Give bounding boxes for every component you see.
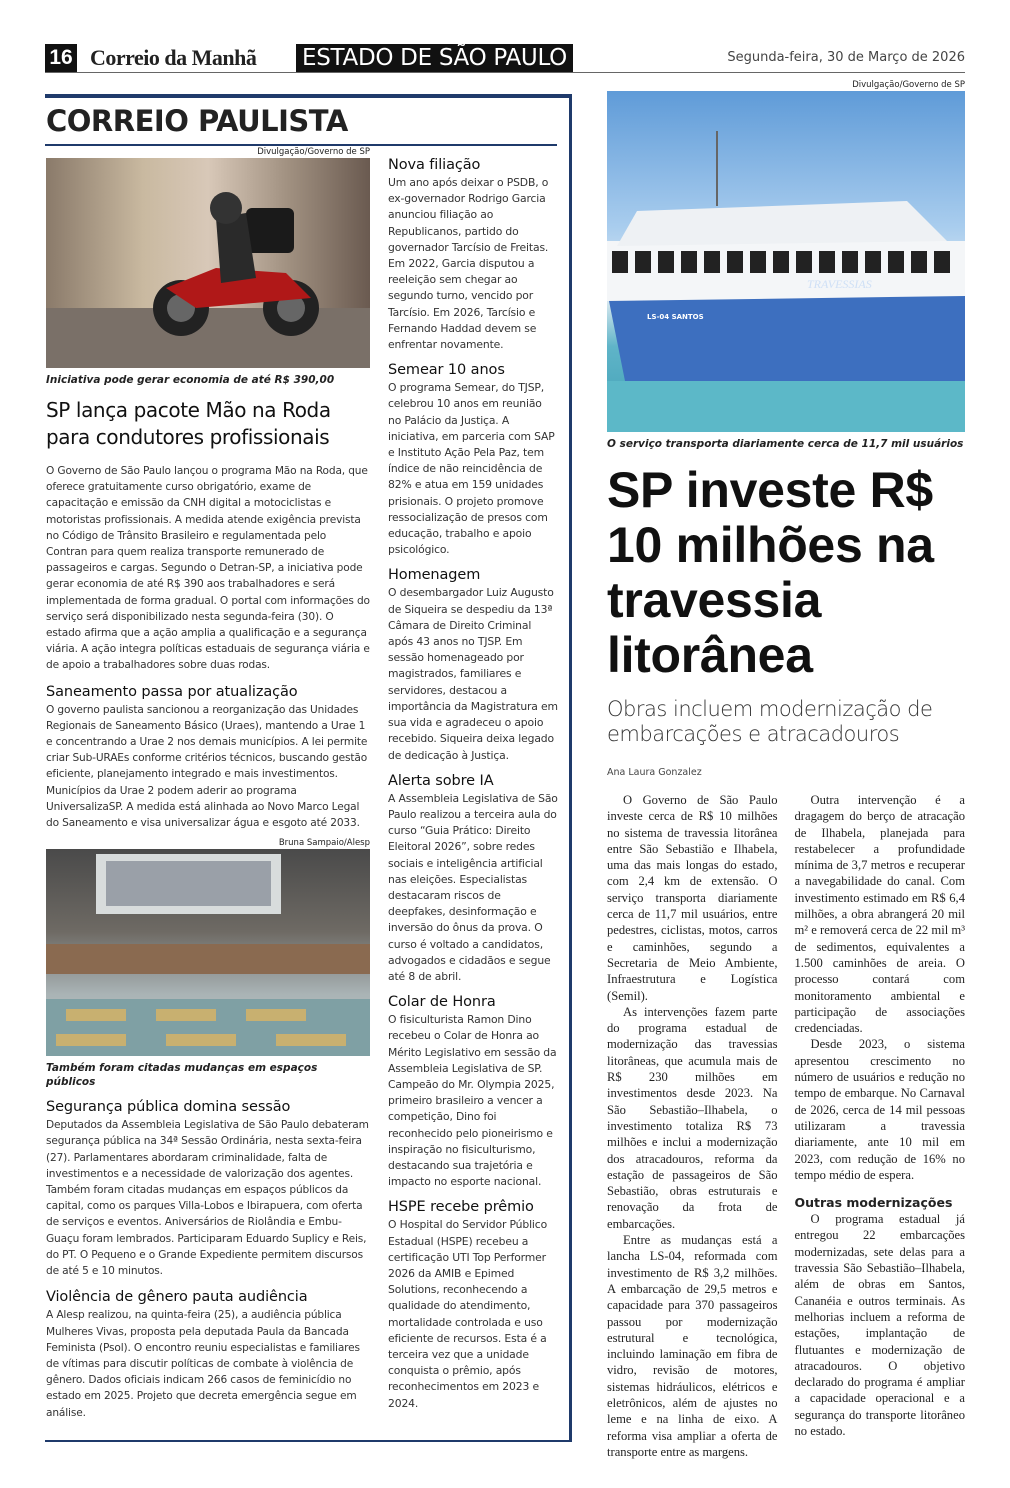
assembly-photo xyxy=(46,849,370,1056)
page-number: 16 xyxy=(45,44,77,72)
note-body: O desembargador Luiz Augusto de Siqueira se despediu da 13ª Câmara de Direito Criminal após 43 anos no TJSP. Em sessão homenageado por magistrados, familiares e servidores, destacou a importância da Magistratura em sua vida e agradeceu o apoio recebido. Siqueira deixa legado de dedicação à Justiça. xyxy=(388,586,558,762)
article-paragraph: O Governo de São Paulo investe cerca de R$ 10 milhões no sistema de travessia litorânea entre São Sebastião e Ilhabela, uma das mais longas do estado, com 2,4 km de extensão. O serviço transporta diariamente cerca de 11,7 mil usuários, entre pedestres, ciclistas, motos, carros e caminhões, segundo a Secretaria de Meio Ambiente, Infraestrutura e Logística (Semil). xyxy=(607,793,778,1003)
photo-credit: Divulgação/Governo de SP xyxy=(852,80,965,90)
boat-id: LS-04 SANTOS xyxy=(647,313,704,321)
main-subtitle: Obras incluem modernização de embarcações e atracadouros xyxy=(607,697,933,746)
seguranca-body: Deputados da Assembleia Legislativa de São Paulo debateram segurança pública na 34ª Sessão Ordinária, nesta sexta-feira (27). Parlamentares abordaram criminalidade, falta de investimentos e a necessidade de valorização dos agentes. Também foram citadas mudanças em espaços públicos da capital, como os parques Villa-Lobos e Ibirapuera, com oferta de serviços e eventos. Aniversários de Riolândia e Embu-Guaçu foram lembrados. Participaram Eduardo Suplicy e Reis, do PT. O Pequeno e o Grande Expediente permitem discursos de até 5 e 10 minutos. xyxy=(46,1119,369,1278)
article-subhead: Outras modernizações xyxy=(794,1195,953,1211)
note-body: O fisiculturista Ramon Dino recebeu o Colar de Honra ao Mérito Legislativo em sessão da Assembleia Legislativa de SP. Campeão do Mr. Olympia 2025, primeiro brasileiro a vencer a competição, Dino foi reconhecido pelo pioneirismo e inspiração no fisiculturismo, destacando sua trajetória e impacto no esporte nacional. xyxy=(388,1013,557,1189)
box-title: CORREIO PAULISTA xyxy=(46,104,348,138)
lead-body: O Governo de São Paulo lançou o programa Mão na Roda, que oferece gratuitamente curso obrigatório, exame de capacitação e emissão da CNH digital a motociclistas e motoristas profissionais. A medida atende exigência prevista no Código de Trânsito Brasileiro e regulamentada pelo Contran para quem realiza transporte remunerado de passageiros e cargas. Segundo o Detran-SP, a iniciativa pode gerar economia de até R$ 390 aos trabalhadores e será implementada de forma gradual. O portal com informações do serviço será disponibilizado nesta segunda-feira (30). O estado afirma que a ação amplia a qualificação e a segurança viária. A ação integra políticas estaduais de segurança viária e de apoio a trabalhadores sobre duas rodas. xyxy=(46,465,370,672)
note-title: Nova filiação xyxy=(388,157,481,173)
article-paragraph: As intervenções fazem parte do programa estadual de modernização das travessias litorâneas, que acumula mais de R$ 230 milhões em investimentos desde 2023. Na São Sebastião–Ilhabela, o investimento totaliza R$ 73 milhões e inclui a modernização dos atracadouros, reforma da estação de passageiros de São Sebastião, obras estruturais e renovação da frota de embarcações. xyxy=(607,1004,778,1231)
note-item xyxy=(388,771,558,985)
motorcycle-photo xyxy=(46,158,370,368)
note-title: Alerta sobre IA xyxy=(388,772,494,789)
note-title: Semear 10 anos xyxy=(388,362,505,379)
masthead-logo: Correio da Manhã xyxy=(90,45,257,70)
byline: Ana Laura Gonzalez xyxy=(607,767,702,778)
violencia-body: A Alesp realizou, na quinta-feira (25), a audiência pública Mulheres Vivas, proposta pela deputada Paula da Bancada Feminista (Psol). O encontro reuniu especialistas e familiares de vítimas para discutir políticas de combate à violência de gênero. Dados oficiais indicam 266 casos de feminicídio no estado em 2025. Projeto que decreta emergência segue em análise. xyxy=(46,1309,360,1419)
photo-caption: Iniciativa pode gerar economia de até R$ 390,00 xyxy=(46,374,335,386)
note-item xyxy=(388,1197,558,1411)
note-body: O programa Semear, do TJSP, celebrou 10 anos em reunião no Palácio da Justiça. A iniciativa, em parceria com SAP e Instituto Ação Pela Paz, tem índice de não reincidência de 82% e atua em 159 unidades prisionais. O projeto promove ressocialização de presos com educação, trabalho e apoio psicológico. xyxy=(388,381,555,557)
note-title: Colar de Honra xyxy=(388,994,496,1011)
left-column xyxy=(46,146,370,1421)
saneamento-title: Saneamento passa por atualização xyxy=(46,683,298,700)
main-story xyxy=(607,79,965,1460)
note-item xyxy=(388,992,558,1190)
photo-caption: Também foram citadas mudanças em espaços públicos xyxy=(46,1062,318,1089)
photo-credit: Divulgação/Governo de SP xyxy=(257,147,370,157)
article-paragraph: Entre as mudanças está a lancha LS-04, reformada com investimento de R$ 3,2 milhões. A embarcação de 29,5 metros e capacidade para 370 passageiros passou por modernização estrutural e tecnológica, incluindo laminação em fibra de vidro, revisão de motores, sistemas hidráulicos, elétricos e eletrônicos, além de ajustes no leme e na linha de eixo. A reforma visa ampliar a oferta de transporte entre as margens. xyxy=(607,1233,778,1459)
issue-date: Segunda-feira, 30 de Março de 2026 xyxy=(727,50,965,65)
lead-headline: SP lança pacote Mão na Roda para condutores profissionais xyxy=(46,398,331,449)
article-paragraph: O programa estadual já entregou 22 embarcações modernizadas, sete delas para a travessia São Sebastião–Ilhabela, além de obras em Santos, Cananéia e outros terminais. As melhorias incluem a reforma de estações, implantação de flutuantes e modernização de atracadouros. O objetivo declarado do programa é ampliar a capacidade operacional e a segurança do transporte litorâneo no estado. xyxy=(794,1212,965,1438)
section-title: ESTADO DE SÃO PAULO xyxy=(296,44,573,72)
note-body: Um ano após deixar o PSDB, o ex-governador Rodrigo Garcia anunciou filiação ao Republicanos, partido do governador Tarcísio de Freitas. Em 2022, Garcia disputou a reeleição sem chegar ao segundo turno, vencido por Tarcísio. Em 2026, Tarcísio e Fernando Haddad devem se enfrentar novamente. xyxy=(388,176,549,352)
note-body: O Hospital do Servidor Público Estadual (HSPE) recebeu a certificação UTI Top Performer 2026 da AMIB e Epimed Solutions, reconhecendo a qualidade do atendimento, mortalidade controlada e uso eficiente de recursos. Esta é a terceira vez que a unidade conquista o prêmio, após reconhecimentos em 2023 e 2024. xyxy=(388,1218,548,1410)
note-body: A Assembleia Legislativa de São Paulo realizou a terceira aula do curso “Guia Prático: Direito Eleitoral 2026”, sobre redes sociais e inteligência artificial nas eleições. Especialistas destacaram riscos de deepfakes, desinformação e inversão do ônus da prova. O curso é voltado a candidatos, advogados e cidadãos e segue até 8 de abril. xyxy=(388,791,558,983)
note-title: HSPE recebe prêmio xyxy=(388,1199,534,1216)
article-paragraph: Outra intervenção é a dragagem do berço de atracação de Ilhabela, planejada para restabelecer a profundidade mínima de 3,7 metros e recuperar a navegabilidade do canal. Com investimento estimado em R$ 6,4 milhões, a obra abrangerá 20 mil m² e removerá cerca de 22 mil m³ de sedimentos, equivalentes a 1.500 caminhões de areia. O processo contará com monitoramento ambiental e participação de associações credenciadas. xyxy=(794,793,965,1036)
note-item xyxy=(388,360,558,558)
header-divider xyxy=(45,72,965,73)
main-article-body xyxy=(607,792,965,1460)
note-item xyxy=(388,565,558,763)
note-item xyxy=(388,155,558,353)
ferry-photo xyxy=(607,91,965,432)
note-title: Homenagem xyxy=(388,567,481,584)
saneamento-body: O governo paulista sancionou a reorganização das Unidades Regionais de Saneamento Básico (Uraes), mantendo a Urae 1 e concentrando a Urae 2 nos demais municípios. A lei permite criar Sub-URAEs conforme critérios técnicos, buscando gestão eficiente, planejamento integrado e mais investimentos. Municípios da Urae 2 podem aderir ao programa UniversalizaSP. A medida está alinhada ao Novo Marco Legal do Saneamento e visa universalizar água e esgoto até 2033. xyxy=(46,703,368,830)
photo-caption: O serviço transporta diariamente cerca de 11,7 mil usuários xyxy=(607,438,964,450)
boat-label: TRAVESSIAS xyxy=(807,277,872,291)
seguranca-title: Segurança pública domina sessão xyxy=(46,1099,291,1116)
article-paragraph: Desde 2023, o sistema apresentou crescimento no número de usuários e redução no tempo de embarque. No Carnaval de 2026, cerca de 14 mil pessoas utilizaram a travessia diariamente, ante 10 mil em 2023, com redução de 16% no tempo médio de espera. xyxy=(794,1037,965,1182)
violencia-title: Violência de gênero pauta audiência xyxy=(46,1289,308,1306)
photo-credit: Bruna Sampaio/Alesp xyxy=(278,838,370,849)
notes-column xyxy=(388,155,558,1419)
main-headline: SP investe R$ 10 milhões na travessia litorânea xyxy=(607,462,934,683)
